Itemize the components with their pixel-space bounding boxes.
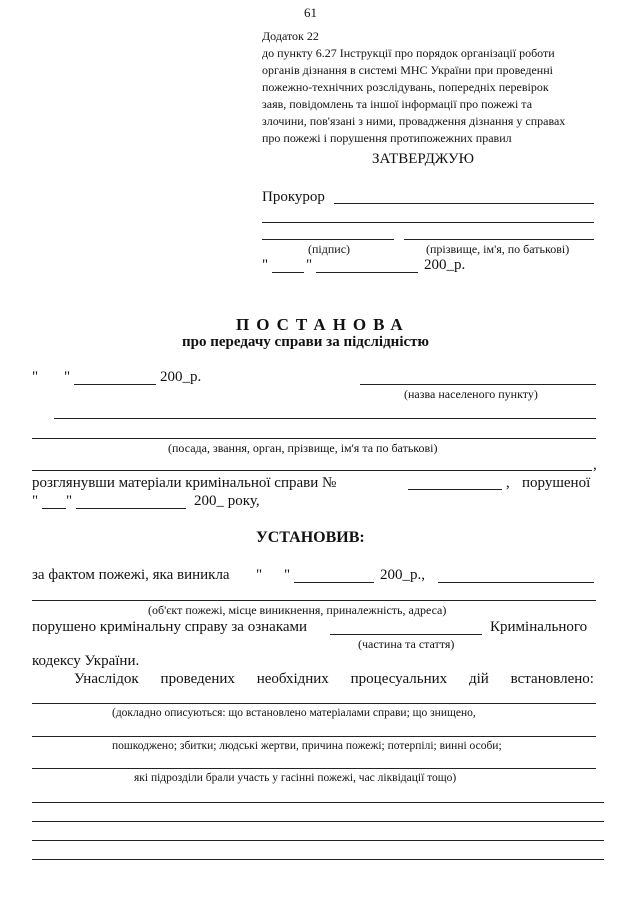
considered-text: розглянувши матеріали кримінальної справи № — [32, 475, 337, 491]
detail-line-1[interactable] — [32, 703, 596, 704]
approval-day-line[interactable] — [272, 272, 304, 273]
position-line-1[interactable] — [54, 418, 596, 419]
document-subtitle: про передачу справи за підслідністю — [182, 334, 429, 350]
fullname-caption: (прізвище, ім'я, по батькові) — [426, 242, 570, 256]
settlement-line[interactable] — [360, 384, 596, 385]
object-caption: (об'єкт пожежі, місце виникнення, приналежність, адреса) — [148, 603, 447, 617]
case-initiated-text: порушено кримінальну справу за ознаками — [32, 619, 308, 635]
prosecutor-label: Прокурор — [262, 189, 325, 205]
approval-date-quote-close: " — [306, 257, 313, 273]
detail-line-3[interactable] — [32, 768, 596, 769]
decree-date-line[interactable] — [74, 384, 156, 385]
object-line[interactable] — [32, 600, 596, 601]
signature-caption: (підпис) — [308, 242, 351, 256]
decree-date-quote-close: " — [64, 369, 71, 385]
addendum-line: пожежно-технічних розслідувань, попередніх перевірок — [262, 80, 549, 94]
decree-date-quote-open: " — [32, 369, 39, 385]
addendum-line: про пожежі і порушення протипожежних правил — [262, 131, 512, 145]
case-day-line[interactable] — [42, 508, 66, 509]
result-word: Унаслідок — [74, 671, 139, 687]
result-word: дій — [469, 671, 489, 687]
result-word: встановлено: — [510, 671, 594, 687]
settlement-caption: (назва населеного пункту) — [404, 387, 538, 401]
addendum-line: до пункту 6.27 Інструкції про порядок організації роботи — [262, 46, 555, 60]
position-caption: (посада, звання, орган, прізвище, ім'я та по батькові) — [168, 441, 438, 455]
fire-place-line[interactable] — [438, 582, 594, 583]
article-caption: (частина та стаття) — [358, 637, 455, 651]
detail-line-6[interactable] — [32, 840, 604, 841]
detail-line-2[interactable] — [32, 736, 596, 737]
fire-date-line[interactable] — [294, 582, 374, 583]
criminal-word: Кримінального — [490, 619, 588, 635]
decree-date-year: 200_р. — [160, 369, 202, 385]
addendum-title: Додаток 22 — [262, 29, 319, 43]
addendum-line: заяв, повідомлень та іншої інформації про пожежі та — [262, 97, 533, 111]
position-comma: , — [593, 457, 597, 473]
signature-line[interactable] — [262, 239, 394, 240]
result-word: необхідних — [256, 671, 329, 687]
code-text: кодексу України. — [32, 653, 140, 669]
case-date-quote-close: " — [66, 493, 73, 509]
fire-year: 200_р., — [380, 567, 425, 583]
detail-caption-1: (докладно описуються: що встановлено матеріалами справи; що знищено, — [112, 707, 476, 719]
detail-caption-3: які підрозділи брали участь у гасінні пожежі, час ліквідації тощо) — [134, 772, 457, 784]
approve-label: ЗАТВЕРДЖУЮ — [372, 151, 475, 167]
detail-line-4[interactable] — [32, 802, 604, 803]
case-number-line[interactable] — [408, 489, 502, 490]
approval-month-line[interactable] — [316, 272, 418, 273]
result-sentence — [74, 672, 594, 687]
established-title: УСТАНОВИВ: — [256, 529, 365, 546]
fire-quote-open: " — [256, 567, 263, 583]
fire-quote-close: " — [284, 567, 291, 583]
initiated-word: порушеної — [522, 475, 591, 491]
result-word: проведених — [160, 671, 235, 687]
detail-caption-2: пошкоджено; збитки; людські жертви, причина пожежі; потерпілі; винні особи; — [112, 740, 502, 752]
page-number: 61 — [304, 5, 317, 20]
fire-fact-text: за фактом пожежі, яка виникла — [32, 567, 230, 583]
result-word: процесуальних — [350, 671, 448, 687]
article-line[interactable] — [330, 634, 482, 635]
prosecutor-line[interactable] — [334, 203, 594, 204]
position-line-2[interactable] — [32, 438, 596, 439]
case-date-year: 200_ року, — [194, 493, 260, 509]
position-line-3[interactable] — [32, 470, 592, 471]
addendum-line: органів дізнання в системі МНС України при проведенні — [262, 63, 553, 77]
detail-line-7[interactable] — [32, 859, 604, 860]
detail-line-5[interactable] — [32, 821, 604, 822]
case-month-line[interactable] — [76, 508, 186, 509]
addendum-line: злочини, пов'язані з ними, провадження дізнання у справах — [262, 114, 566, 128]
case-date-quote-open: " — [32, 493, 39, 509]
document-title: ПОСТАНОВА — [236, 315, 410, 334]
prosecutor-line-2[interactable] — [262, 222, 594, 223]
case-number-comma: , — [506, 475, 510, 491]
fullname-line[interactable] — [404, 239, 594, 240]
approval-date-year: 200_р. — [424, 257, 466, 273]
approval-date-quote-open: " — [262, 257, 269, 273]
